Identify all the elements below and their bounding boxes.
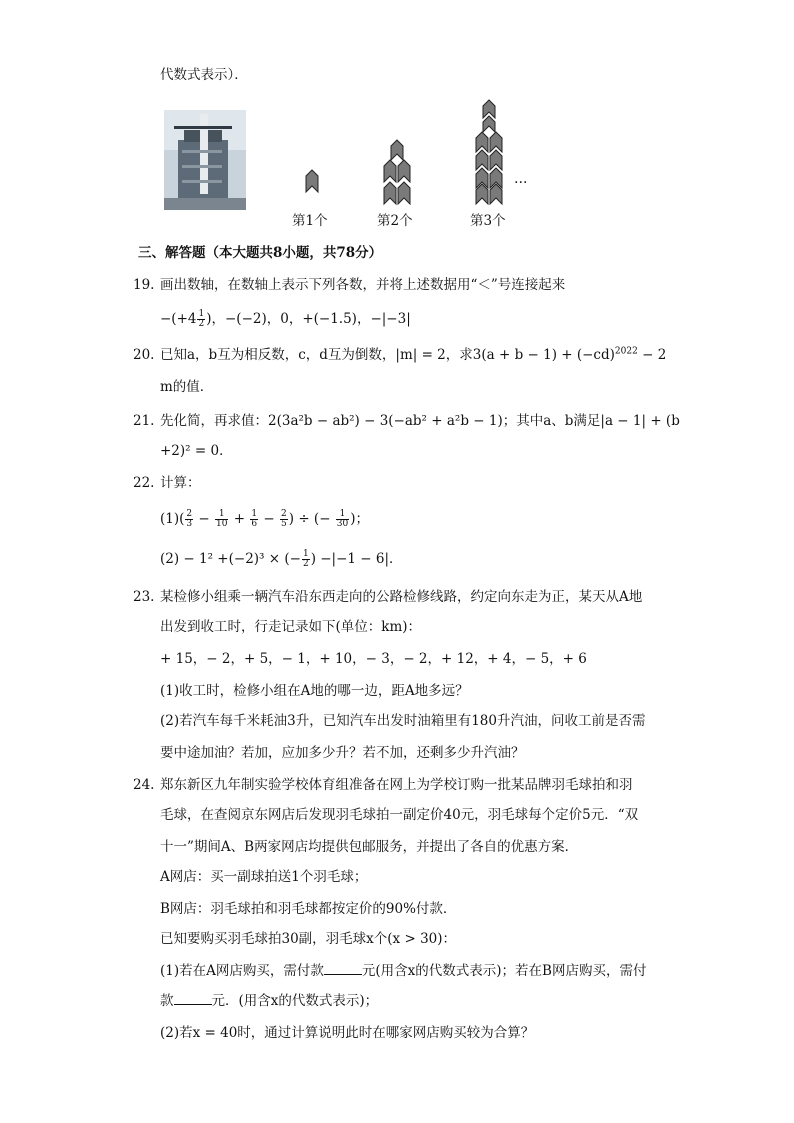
q24-sub2: (2)若x = 40时，通过计算说明此时在哪家网店购买较为合算？ (160, 1025, 535, 1041)
q20-line2: m的值． (160, 379, 214, 395)
q19-line2: −(+4 $\frac{1}{2}$ )，−(−2)，0，+(−1.5)，−|−3| (160, 309, 411, 329)
top-line: 代数式表示）． (160, 67, 248, 83)
q24-sub1-line2: 款 元．(用含x的代数式表示)； (160, 993, 379, 1009)
q22-number: 22. (133, 475, 155, 491)
q19-number: 19. (133, 277, 155, 293)
section-heading: 三、解答题（本大题共8小题，共78分） (138, 245, 383, 261)
q22-title: 计算： (160, 475, 201, 491)
q24-number: 24. (133, 777, 155, 793)
q24-sub1-line1: (1)若在A网店购买，需付款 元(用含x的代数式表示)；若在B网店购买，需付 (160, 963, 647, 979)
pattern-ellipsis: … (514, 171, 528, 187)
answer-blank-b[interactable] (174, 992, 212, 1005)
q22-part2: (2) − 1² +(−2)³ × (− $\frac{1}{2}$ ) −|−1 − 6|． (160, 549, 403, 569)
q24-shop-b: B网店：羽毛球拍和羽毛球都按定价的90%付款． (160, 901, 457, 917)
q23-number: 23. (133, 589, 155, 605)
q23-sub1: (1)收工时，检修小组在A地的哪一边，距A地多远？ (160, 683, 469, 699)
q24-known: 已知要购买羽毛球拍30副，羽毛球x个(x > 30)： (160, 931, 457, 947)
q21-line2: +2)² = 0． (160, 443, 233, 459)
q20-number: 20. (133, 347, 155, 363)
q21-line1: 先化简，再求值：2(3a²b − ab²) − 3(−ab² + a²b − 1)；其中a、b满足|a − 1| + (b (160, 413, 680, 429)
q19-line1: 画出数轴，在数轴上表示下列各数，并将上述数据用“＜”号连接起来 (160, 277, 566, 293)
q23-line2: 出发到收工时，行走记录如下(单位：km)： (160, 619, 422, 635)
q23-sub2-line2: 要中途加油？若加，应加多少升？若不加，还剩多少升汽油？ (160, 745, 525, 761)
q24-line2: 毛球，在查阅京东网店后发现羽毛球拍一副定价40元，羽毛球每个定价5元．“双 (160, 807, 639, 823)
q24-line3: 十一”期间A、B两家网店均提供包邮服务，并提出了各自的优惠方案． (160, 839, 579, 855)
figure-label-1: 第1个 (292, 213, 328, 229)
pattern-figure-2 (380, 138, 414, 206)
figure-label-2: 第2个 (377, 213, 413, 229)
q23-line1: 某检修小组乘一辆汽车沿东西走向的公路检修线路，约定向东走为正，某天从A地 (160, 589, 643, 605)
pattern-figure-3 (474, 98, 504, 206)
q24-line1: 郑东新区九年制实验学校体育组准备在网上为学校订购一批某品牌羽毛球拍和羽 (160, 777, 633, 793)
q23-sub2-line1: (2)若汽车每千米耗油3升，已知汽车出发时油箱里有180升汽油，问收工前是否需 (160, 713, 646, 729)
rocket-launch-tower-image (164, 110, 246, 210)
q20-line1: 已知a，b互为相反数，c，d互为倒数，|m| = 2，求$3(a + b - 1) + (-cd)^{2022} - 2$ (160, 346, 667, 363)
answer-blank-a[interactable] (324, 962, 362, 975)
q23-record: + 15，− 2，+ 5，− 1，+ 10，− 3，− 2，+ 12，+ 4，− 5，+ 6 (160, 651, 587, 667)
pattern-figure-1 (300, 168, 324, 196)
q21-number: 21. (133, 413, 155, 429)
q24-shop-a: A网店：买一副球拍送1个羽毛球； (160, 869, 368, 885)
q22-part1: (1)( $\frac{2}{3}$ − $\frac{1}{10}$ + $\frac{1}{6}$ − $\frac{2}{5}$ ) ÷ (− $\frac{1}{30}$ )； (160, 509, 370, 529)
figure-label-3: 第3个 (470, 213, 506, 229)
